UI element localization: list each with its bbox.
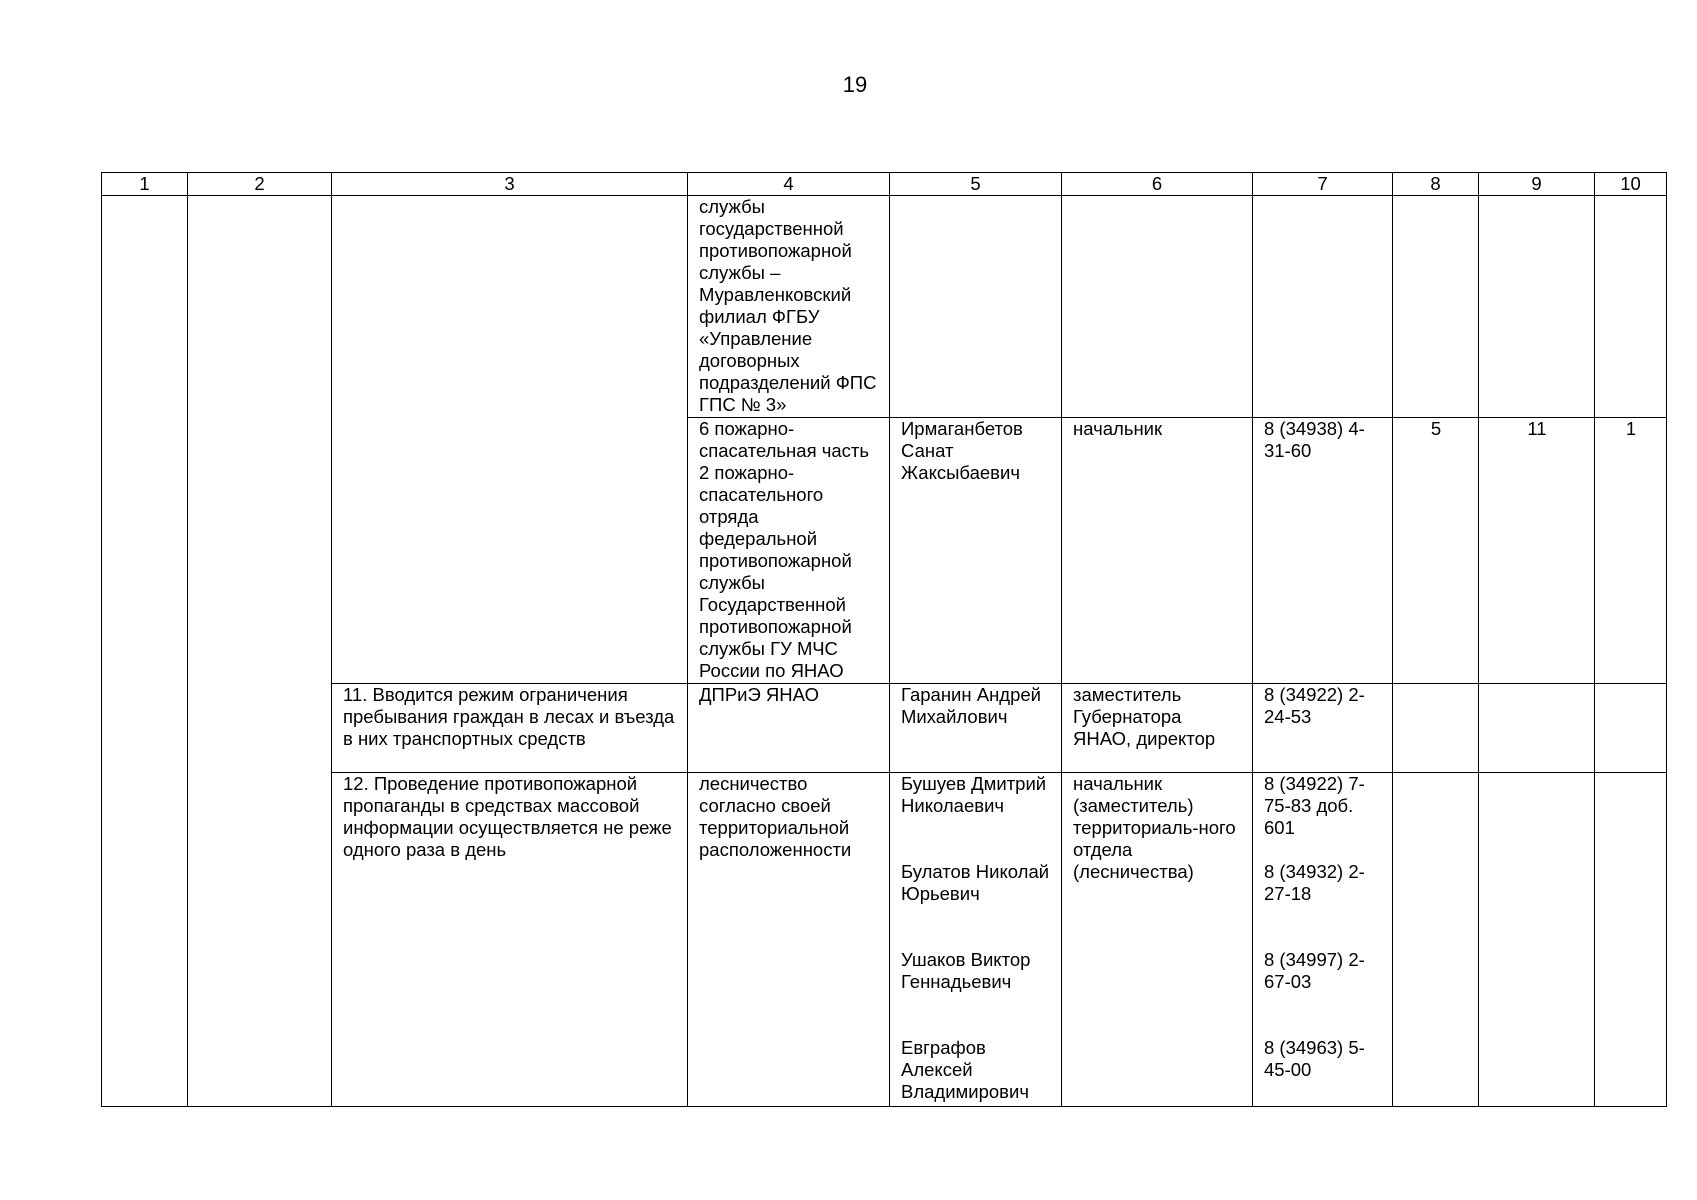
cell-col-5: [890, 196, 1062, 418]
cell-col-7: 8 (34938) 4-31-60: [1253, 418, 1393, 684]
cell-col-1: [102, 196, 188, 1107]
cell-col-6: заместитель Губернатора ЯНАО, директор: [1062, 684, 1253, 773]
header-col-8: 8: [1393, 173, 1479, 196]
cell-col-6: начальник (заместитель) территориаль-ного отдела (лесничества): [1062, 773, 1253, 1107]
person-name: Бушуев Дмитрий Николаевич: [901, 773, 1047, 816]
header-col-9: 9: [1479, 173, 1595, 196]
cell-col-5: [890, 773, 1062, 1107]
table-row: [102, 773, 1667, 1107]
header-col-3: 3: [332, 173, 688, 196]
person-phone: 8 (34932) 2-27-18: [1264, 861, 1365, 904]
person-name: Евграфов Алексей Владимирович: [901, 1037, 1029, 1102]
person-name: Булатов Николай Юрьевич: [901, 861, 1050, 904]
cell-col-3: 12. Проведение противопожарной пропаганды в средствах массовой информации осуществляется не реже одного раза в день: [332, 773, 688, 1107]
cell-col-10: [1595, 684, 1667, 773]
data-table: [101, 172, 1667, 1107]
cell-col-8: [1393, 684, 1479, 773]
cell-col-3: 11. Вводится режим ограничения пребывания граждан в лесах и въезда в них транспортных средств: [332, 684, 688, 773]
cell-col-10: [1595, 196, 1667, 418]
header-col-5: 5: [890, 173, 1062, 196]
cell-col-5: Гаранин Андрей Михайлович: [890, 684, 1062, 773]
person-name: Ушаков Виктор Геннадьевич: [901, 949, 1031, 992]
page-number: 19: [842, 72, 868, 97]
cell-col-4: ДПРиЭ ЯНАО: [688, 684, 890, 773]
table-row: [102, 196, 1667, 418]
cell-col-6: начальник: [1062, 418, 1253, 684]
cell-col-9: [1479, 196, 1595, 418]
table-row: [102, 684, 1667, 773]
cell-col-6: [1062, 196, 1253, 418]
header-col-2: 2: [188, 173, 332, 196]
header-col-4: 4: [688, 173, 890, 196]
cell-col-4: лесничество согласно своей территориальной расположенности: [688, 773, 890, 1107]
person-phone: 8 (34997) 2-67-03: [1264, 949, 1365, 992]
cell-col-8: [1393, 196, 1479, 418]
cell-col-4: 6 пожарно-спасательная часть 2 пожарно-спасательного отряда федеральной противопожарной службы Государственной противопожарной службы ГУ МЧС России по ЯНАО: [688, 418, 890, 684]
cell-col-9: [1479, 773, 1595, 1107]
cell-col-10: 1: [1595, 418, 1667, 684]
cell-col-2: [188, 196, 332, 1107]
header-col-1: 1: [102, 173, 188, 196]
cell-col-7: 8 (34922) 2-24-53: [1253, 684, 1393, 773]
person-phone: 8 (34922) 7-75-83 доб. 601: [1264, 773, 1365, 838]
cell-col-7: [1253, 773, 1393, 1107]
header-col-7: 7: [1253, 173, 1393, 196]
header-col-6: 6: [1062, 173, 1253, 196]
cell-col-7: [1253, 196, 1393, 418]
cell-col-5: Ирмаганбетов Санат Жаксыбаевич: [890, 418, 1062, 684]
cell-col-9: [1479, 684, 1595, 773]
header-col-10: 10: [1595, 173, 1667, 196]
cell-col-8: 5: [1393, 418, 1479, 684]
header-row: [102, 173, 1667, 196]
cell-col-9: 11: [1479, 418, 1595, 684]
cell-col-4: службы государственной противопожарной службы – Муравленковский филиал ФГБУ «Управление договорных подразделений ФПС ГПС № 3»: [688, 196, 890, 418]
cell-col-10: [1595, 773, 1667, 1107]
person-phone: 8 (34963) 5-45-00: [1264, 1037, 1365, 1080]
cell-col-8: [1393, 773, 1479, 1107]
cell-col-3: [332, 196, 688, 684]
